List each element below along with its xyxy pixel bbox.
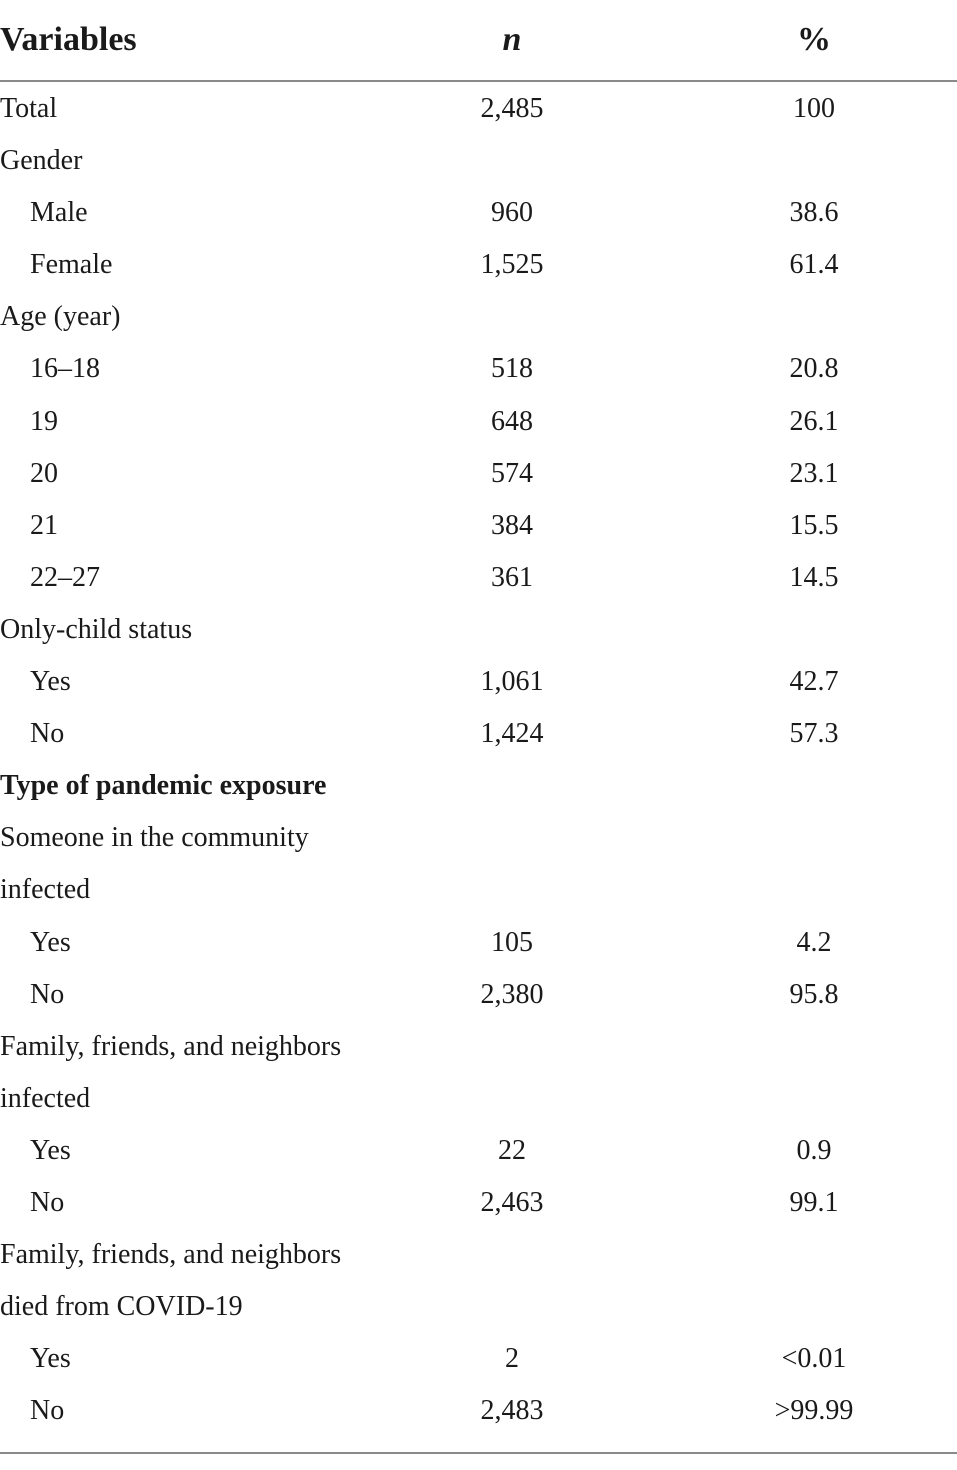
bottom-rule [0,1452,957,1454]
table-row [0,134,957,186]
row-label: 19 [30,405,58,437]
row-percent-value: 42.7 [789,666,839,698]
row-percent-value: 15.5 [789,509,839,541]
table-row [0,551,957,603]
row-label: 20 [30,457,58,489]
row-n-value: 1,424 [480,718,544,750]
table-row [0,447,957,499]
row-percent-value: 95.8 [789,978,839,1010]
row-percent-value: >99.99 [774,1395,854,1427]
row-label: Yes [30,666,71,698]
row-n-value: 960 [491,197,533,229]
row-percent-value: 0.9 [796,1134,832,1166]
row-n-value: 361 [491,561,533,593]
row-label: Someone in the community [0,822,309,854]
table-row [0,186,957,238]
row-label: infected [0,1082,91,1114]
table-row [0,1176,957,1228]
row-percent-value: 20.8 [789,353,839,385]
row-n-value: 22 [498,1134,526,1166]
row-n-value: 2,380 [480,978,544,1010]
row-label: No [30,1395,65,1427]
row-percent-value: 61.4 [789,249,839,281]
table-row [0,499,957,551]
table-body [0,82,957,1436]
row-label: Family, friends, and neighbors [0,1030,342,1062]
row-n-value: 2,485 [480,93,544,124]
row-percent-value: 26.1 [789,405,839,437]
table-header [0,0,957,82]
row-n-value: 574 [491,457,533,489]
row-percent-value: 99.1 [789,1186,839,1218]
table-row [0,342,957,394]
row-n-value: 2,483 [480,1395,544,1427]
row-n-value: 2,463 [480,1186,544,1218]
row-label: Total [0,93,58,124]
row-n-value: 648 [491,405,533,437]
row-label: Yes [30,1343,71,1375]
row-label: Yes [30,926,71,958]
row-label: Male [30,197,88,229]
row-label: No [30,718,65,750]
table-row [0,707,957,759]
header-percent: % [797,21,831,58]
row-label: 21 [30,509,58,541]
row-percent-value: 38.6 [789,197,839,229]
header-variables: Variables [0,21,137,58]
table-row [0,1020,957,1072]
row-percent-value: 23.1 [789,457,839,489]
row-n-value: 2 [505,1343,519,1375]
row-n-value: 1,525 [480,249,544,281]
row-label: Gender [0,145,83,177]
table-row [0,759,957,811]
row-label: No [30,1186,65,1218]
table-row [0,290,957,342]
table-row [0,916,957,968]
header-n: n [502,21,522,58]
table-row [0,1228,957,1280]
table-row [0,968,957,1020]
row-percent-value: 100 [793,93,835,124]
row-label: Type of pandemic exposure [0,770,327,802]
table-row [0,603,957,655]
row-label: No [30,978,65,1010]
row-label: infected [0,874,91,906]
row-percent-value: <0.01 [781,1343,847,1375]
row-label: Yes [30,1134,71,1166]
row-label: 22–27 [30,561,100,593]
table-row [0,655,957,707]
row-label: Female [30,249,113,281]
table-row [0,1072,957,1124]
row-n-value: 105 [491,926,533,958]
row-percent-value: 14.5 [789,561,839,593]
table-row [0,811,957,863]
row-label: Only-child status [0,613,193,645]
table-row [0,1384,957,1436]
table-row [0,395,957,447]
row-percent-value: 4.2 [796,926,832,958]
table-row [0,1280,957,1332]
table-row [0,1124,957,1176]
table-row [0,1332,957,1384]
row-label: Family, friends, and neighbors [0,1239,342,1271]
row-label: died from COVID-19 [0,1291,243,1323]
row-label: 16–18 [30,353,100,385]
row-n-value: 384 [491,509,533,541]
row-n-value: 518 [491,353,533,385]
row-label: Age (year) [0,301,121,333]
table-row [0,863,957,915]
table-row [0,238,957,290]
row-percent-value: 57.3 [789,718,839,750]
row-n-value: 1,061 [480,666,544,698]
table-row [0,82,957,134]
